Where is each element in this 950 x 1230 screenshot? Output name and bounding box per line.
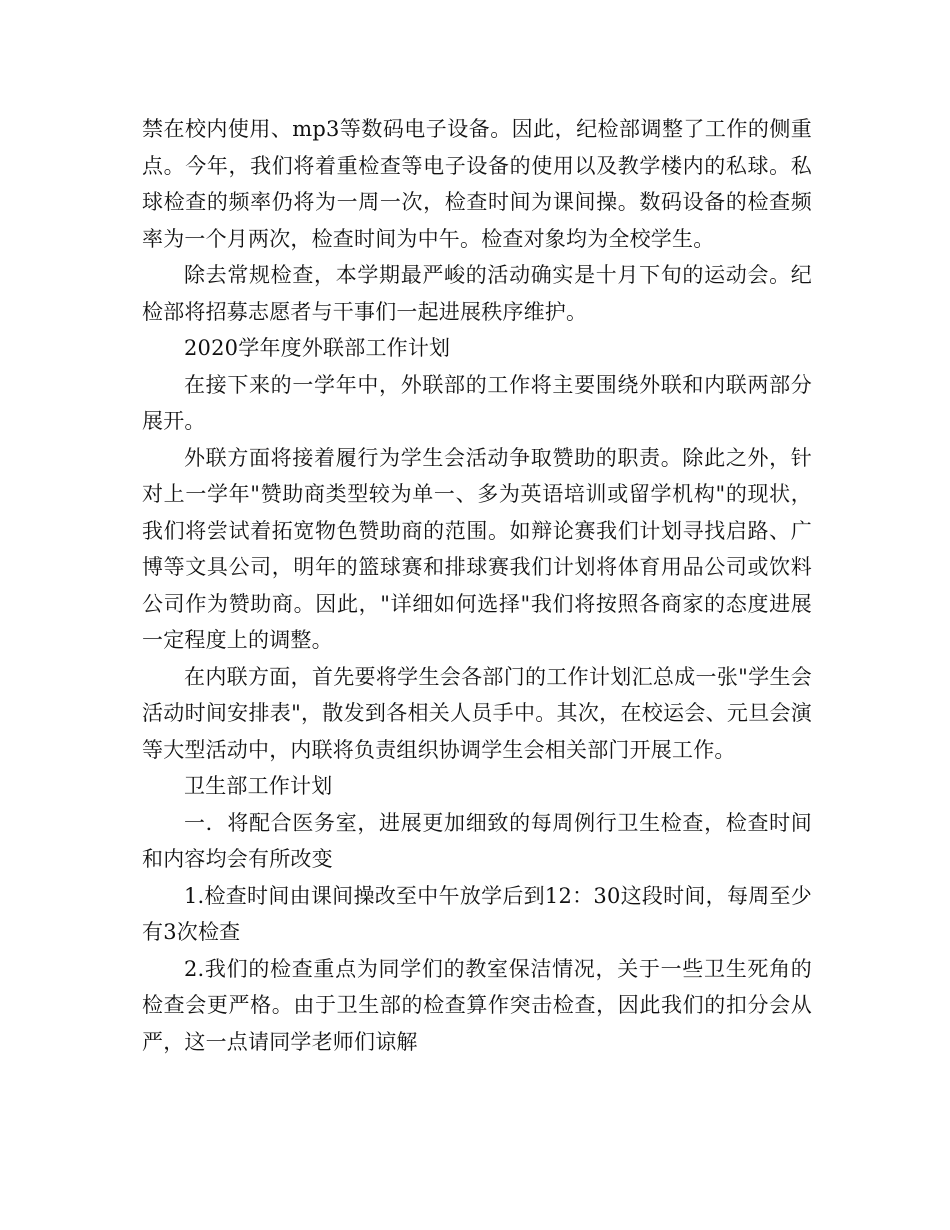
heading-external-relations-plan: 2020学年度外联部工作计划	[184, 336, 451, 360]
paragraph-discipline-devices: 禁在校内使用、mp3等数码电子设备。因此，纪检部调整了工作的侧重点。今年，我们将着重检查等电子设备的使用以及教学楼内的私球。私球检查的频率仍将为一周一次，检查时间为课间操。数码设备的检查频率为一个月两次，检查时间为中午。检查对象均为全校学生。	[142, 117, 812, 251]
paragraph-external-sponsorship: 外联方面将接着履行为学生会活动争取赞助的职责。除此之外，针对上一学年"赞助商类型较为单一、多为英语培训或留学机构"的现状，我们将尝试着拓宽物色赞助商的范围。如辩论赛我们计划寻找启路、广博等文具公司，明年的篮球赛和排球赛我们计划将体育用品公司或饮料公司作为赞助商。因此，"详细如何选择"我们将按照各商家的态度进展一定程度上的调整。	[142, 445, 812, 652]
paragraph-hygiene-item-2: 2.我们的检查重点为同学们的教室保洁情况，关于一些卫生死角的检查会更严格。由于卫生部的检查算作突击检查，因此我们的扣分会从严，这一点请同学老师们谅解	[142, 956, 812, 1054]
paragraph-internal-coordination: 在内联方面，首先要将学生会各部门的工作计划汇总成一张"学生会活动时间安排表"，散发到各相关人员手中。其次，在校运会、元旦会演等大型活动中，内联将负责组织协调学生会相关部门开展工作。	[142, 664, 812, 762]
heading-hygiene-plan: 卫生部工作计划	[184, 774, 333, 798]
document-page	[142, 111, 812, 1060]
paragraph-external-relations-intro: 在接下来的一学年中，外联部的工作将主要围绕外联和内联两部分展开。	[142, 372, 812, 433]
paragraph-hygiene-point-one: 一．将配合医务室，进展更加细致的每周例行卫生检查，检查时间和内容均会有所改变	[142, 810, 812, 871]
paragraph-hygiene-item-1: 1.检查时间由课间操改至中午放学后到12：30这段时间，每周至少有3次检查	[142, 883, 812, 944]
paragraph-discipline-sports-meet: 除去常规检查，本学期最严峻的活动确实是十月下旬的运动会。纪检部将招募志愿者与干事们一起进展秩序维护。	[142, 263, 812, 324]
